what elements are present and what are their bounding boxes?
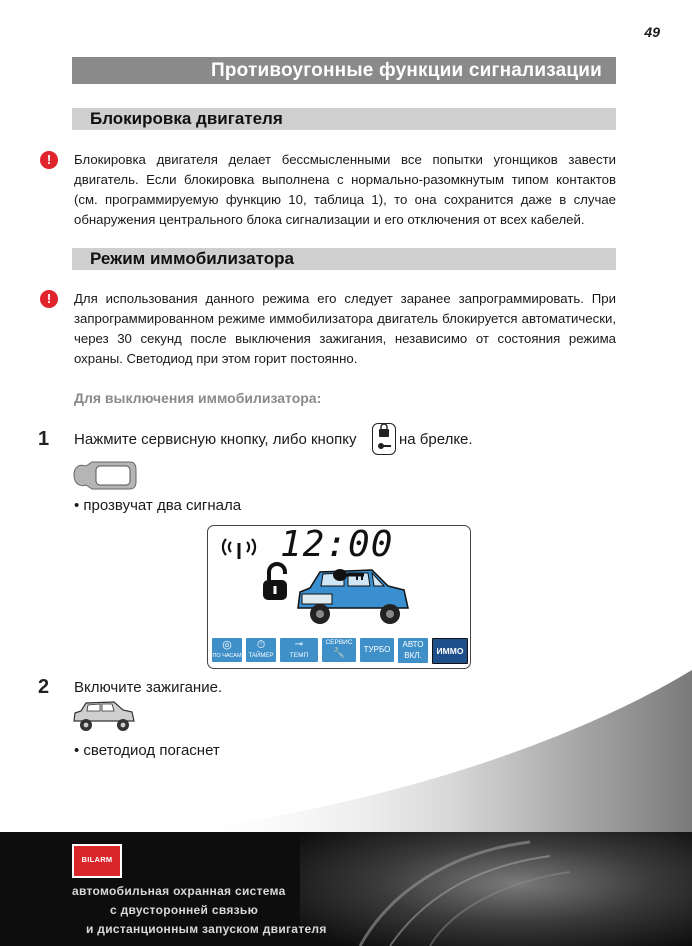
key-icon [332,568,366,582]
lcd-icon-turbo: ТУРБО [360,638,394,662]
lcd-display [207,525,471,669]
step-1-text-after: на брелке. [399,431,473,448]
section-header-immobilizer [72,248,616,270]
footer-tagline-3: и дистанционным запуском двигателя [86,922,327,936]
immobilizer-off-subheading: Для выключения иммобилизатора: [74,390,322,406]
warning-icon: ! [40,290,58,308]
main-title-bar [72,57,616,84]
warning-icon: ! [40,151,58,169]
footer-tagline-1: автомобильная охранная система [72,884,286,898]
lcd-time: 12:00 [280,524,394,565]
step-number: 1 [38,428,50,450]
decorative-swoosh [0,660,692,845]
step-2-text: Включите зажигание. [74,679,223,696]
footer-tagline-2: с двусторонней связью [110,903,259,917]
section-title: Блокировка двигателя [90,109,283,128]
lcd-icon-timer: ⏱ ТАЙМЕР [246,638,276,662]
lcd-icon-immo: ИММО [432,638,468,664]
page-number: 49 [644,24,660,40]
engine-lock-text: Блокировка двигателя делает бессмысленными все попытки угонщиков завести двигатель. Если блокировка выполнена с нормально-разомкнутым типом контактов (см. программируемую функцию 10, таблица 1), то она сохранится даже в случае обнаружения центрального блока сигнализации и его отключения от всех кабелей. [74,152,616,227]
section-header-engine-lock [72,108,616,130]
main-title: Противоугонные функции сигнализации [210,60,602,81]
unlocked-padlock-icon [260,562,294,602]
footer-background-art [300,832,692,946]
step-1-text-before: Нажмите сервисную кнопку, либо кнопку [74,431,357,448]
footer-banner [0,832,692,946]
step-2-result: • светодиод погаснет [74,742,220,759]
antenna-icon [218,533,260,561]
lcd-icon-po-chasam: ◎ ПО ЧАСАМ [212,638,242,662]
fob-lock-button-icon [372,423,396,455]
step-number: 2 [38,676,50,698]
lcd-icon-temp: ⊸ ТЕМП [280,638,318,662]
brand-logo: BILARM [72,844,122,878]
lcd-icon-auto-start: АВТО ВКЛ. [398,638,428,663]
step-1-result: • прозвучат два сигнала [74,497,242,514]
section-title: Режим иммобилизатора [90,249,294,268]
lcd-icon-service: СЕРВИС 🔧 [322,638,356,662]
key-fob-icon [72,458,138,497]
immobilizer-text: Для использования данного режима его следует заранее запрограммировать. При запрограммированном режиме иммобилизатора двигатель блокируется автоматически, через 30 секунд после выключения зажигания, независимо от состояния режима охраны. Светодиод при этом горит постоянно. [74,291,616,366]
